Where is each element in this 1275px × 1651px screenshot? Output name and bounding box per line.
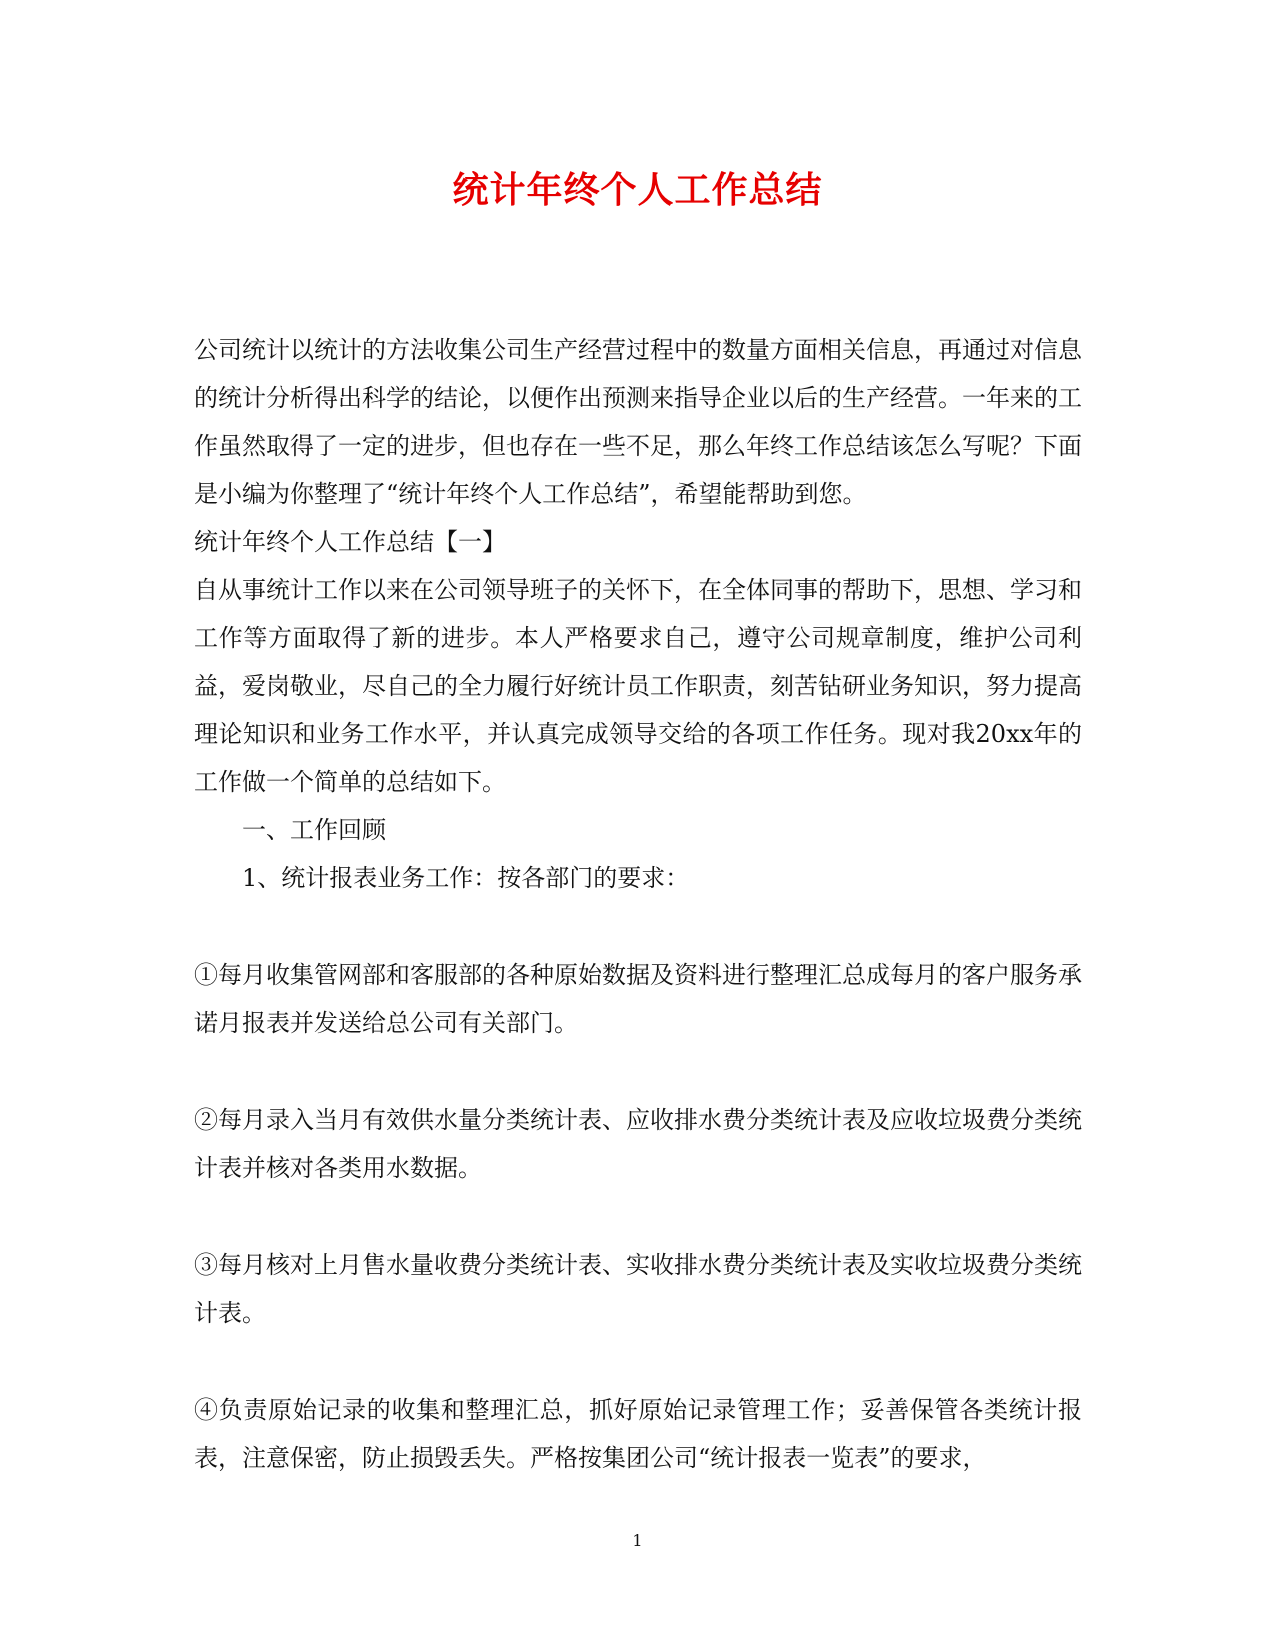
document-title: 统计年终个人工作总结 — [452, 169, 823, 211]
list-item-4: ④负责原始记录的收集和整理汇总，抓好原始记录管理工作；妥善保管各类统计报表，注意保密，防止损毁丢失。严格按集团公司“统计报表一览表”的要求， — [194, 1396, 1082, 1472]
document-body — [194, 326, 1082, 1482]
intro-paragraph: 公司统计以统计的方法收集公司生产经营过程中的数量方面相关信息，再通过对信息的统计分析得出科学的结论，以便作出预测来指导企业以后的生产经营。一年来的工作虽然取得了一定的进步，但也存在一些不足，那么年终工作总结该怎么写呢？下面是小编为你整理了“统计年终个人工作总结”，希望能帮助到您。 — [194, 336, 1082, 508]
report-work-item: 1、统计报表业务工作：按各部门的要求： — [242, 864, 690, 892]
list-item-3: ③每月核对上月售水量收费分类统计表、实收排水费分类统计表及实收垃圾费分类统计表。 — [194, 1251, 1082, 1327]
work-review-heading: 一、工作回顾 — [242, 816, 386, 844]
list-item-1: ①每月收集管网部和客服部的各种原始数据及资料进行整理汇总成每月的客户服务承诺月报表并发送给总公司有关部门。 — [194, 961, 1082, 1037]
page-number: 1 — [632, 1531, 643, 1550]
list-item-2: ②每月录入当月有效供水量分类统计表、应收排水费分类统计表及应收垃圾费分类统计表并核对各类用水数据。 — [194, 1106, 1082, 1182]
section-heading-one: 统计年终个人工作总结【一】 — [194, 528, 506, 556]
summary-paragraph: 自从事统计工作以来在公司领导班子的关怀下，在全体同事的帮助下，思想、学习和工作等方面取得了新的进步。本人严格要求自己，遵守公司规章制度，维护公司利益，爱岗敬业，尽自己的全力履行好统计员工作职责，刻苦钻研业务知识，努力提高理论知识和业务工作水平，并认真完成领导交给的各项工作任务。现对我20xx年的工作做一个简单的总结如下。 — [194, 576, 1082, 796]
